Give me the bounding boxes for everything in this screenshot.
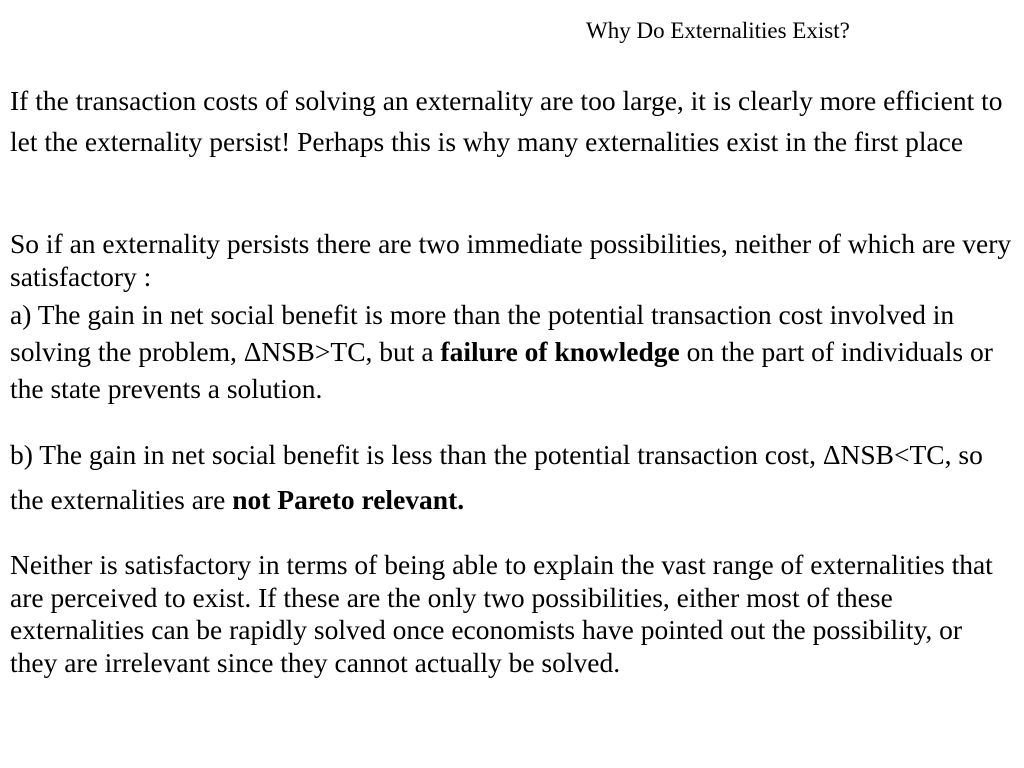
- paragraph-conclusion: Neither is satisfactory in terms of being able to explain the vast range of externalities that are perceived to exist. If these are the only two possibilities, either most of these externalities can be rapidly solved once economists have pointed out the possibility, or they are irrelevant since they cannot actually be solved.: [10, 549, 993, 678]
- paragraph-possibility-a: [10, 296, 1015, 407]
- paragraph-possibility-b: [10, 432, 1015, 522]
- possibility-a-text: a) The gain in net social benefit is more than the potential transaction cost involved in solving the problem, ΔNSB>TC, but a: [10, 299, 955, 367]
- paragraph-two-possibilities: So if an externality persists there are two immediate possibilities, neither of which are very satisfactory :: [10, 228, 1012, 292]
- slide-title: Why Do Externalities Exist?: [586, 18, 850, 43]
- failure-of-knowledge-emphasis: failure of knowledge: [440, 336, 680, 367]
- not-pareto-relevant-emphasis: not Pareto relevant.: [232, 484, 465, 515]
- possibility-a-text-end: on the part of individuals or the state prevents a solution.: [10, 336, 993, 404]
- possibility-b-text: b) The gain in net social benefit is less than the potential transaction cost, ΔNSB<TC, so the externalities are: [10, 439, 983, 515]
- paragraph-transaction-costs: If the transaction costs of solving an externality are too large, it is clearly more efficient to let the externality persist! Perhaps this is why many externalities exist in the first place: [10, 85, 1003, 157]
